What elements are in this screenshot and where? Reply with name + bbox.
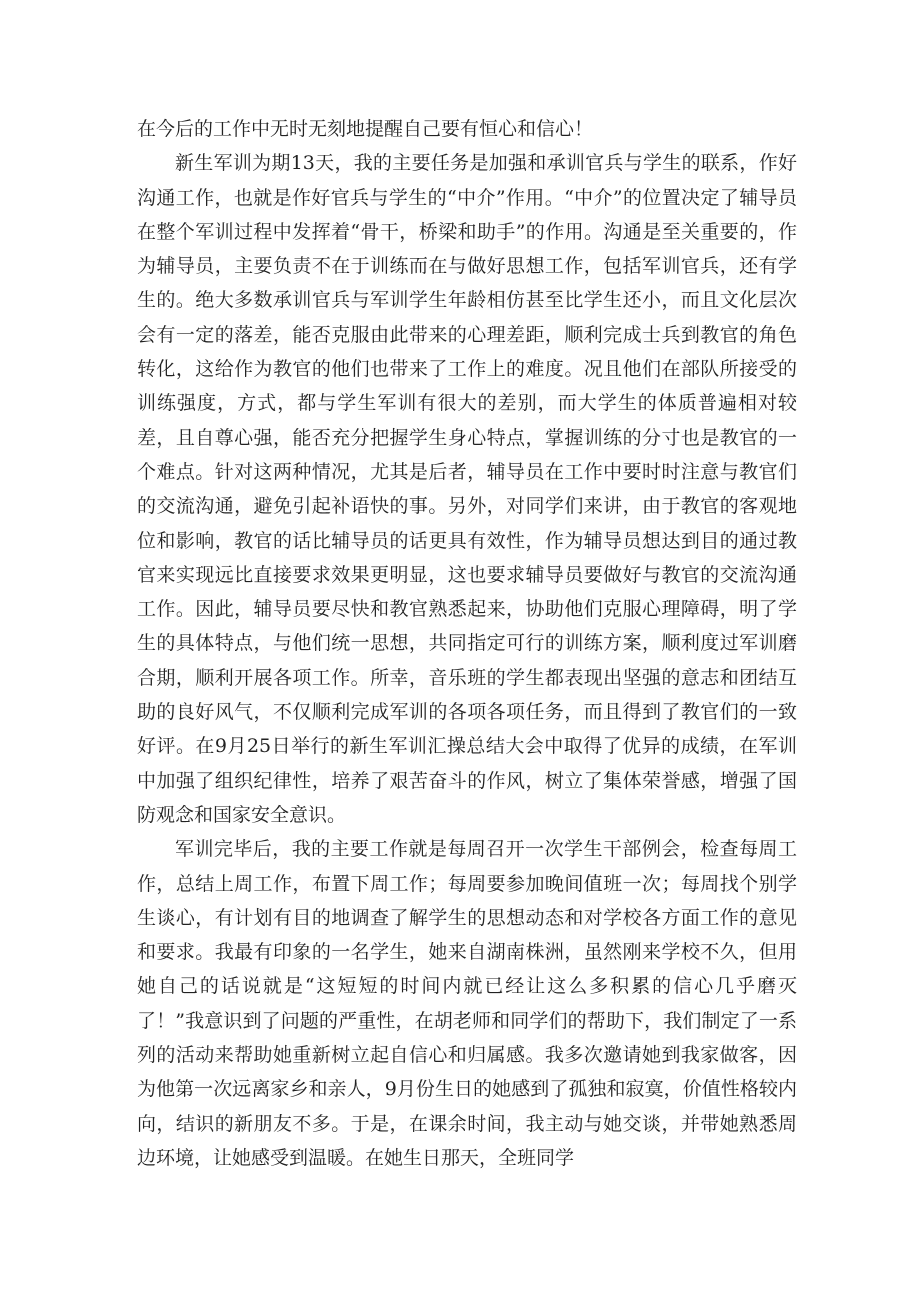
paragraph-military-training: 新生军训为期13天，我的主要任务是加强和承训官兵与学生的联系，作好沟通工作，也就是作好官兵与学生的“中介”作用。“中介”的位置决定了辅导员在整个军训过程中发挥着“骨干，桥梁和助手”的作用。沟通是至关重要的，作为辅导员，主要负责不在于训练而在与做好思想工作，包括军训官兵，还有学生的。绝大多数承训官兵与军训学生年龄相仿甚至比学生还小，而且文化层次会有一定的落差，能否克服由此带来的心理差距，顺利完成士兵到教官的角色转化，这给作为教官的他们也带来了工作上的难度。况且他们在部队所接受的训练强度，方式，都与学生军训有很大的差别，而大学生的体质普遍相对较差，且自尊心强，能否充分把握学生身心特点，掌握训练的分寸也是教官的一个难点。针对这两种情况，尤其是后者，辅导员在工作中要时时注意与教官们的交流沟通，避免引起补语快的事。另外，对同学们来讲，由于教官的客观地位和影响，教官的话比辅导员的话更具有效性，作为辅导员想达到目的通过教官来实现远比直接要求效果更明显，这也要求辅导员要做好与教官的交流沟通工作。因此，辅导员要尽快和教官熟悉起来，协助他们克服心理障碍，明了学生的具体特点，与他们统一思想，共同指定可行的训练方案，顺利度过军训磨合期，顺利开展各项工作。所幸，音乐班的学生都表现出坚强的意志和团结互助的良好风气，不仅顺利完成军训的各项各项任务，而且得到了教官们的一致好评。在9月25日举行的新生军训汇操总结大会中取得了优异的成绩，在军训中加强了组织纪律性，培养了艰苦奋斗的作风，树立了集体荣誉感，增强了国防观念和国家安全意识。 — [137, 152, 797, 826]
paragraph-continuation: 在今后的工作中无时无刻地提醒自己要有恒心和信心！ — [137, 118, 594, 140]
paragraph-after-training: 军训完毕后，我的主要工作就是每周召开一次学生干部例会，检查每周工作，总结上周工作，布置下周工作；每周要参加晚间值班一次；每周找个别学生谈心，有计划有目的地调查了解学生的思想动态和对学校各方面工作的意见和要求。我最有印象的一名学生，她来自湖南株洲，虽然刚来学校不久，但用她自己的话说就是“这短短的时间内就已经让这么多积累的信心几乎磨灭了！”我意识到了问题的严重性，在胡老师和同学们的帮助下，我们制定了一系列的活动来帮助她重新树立起自信心和归属感。我多次邀请她到我家做客，因为他第一次远离家乡和亲人，9月份生日的她感到了孤独和寂寞，价值性格较内向，结识的新朋友不多。于是，在课余时间，我主动与她交谈，并带她熟悉周边环境，让她感受到温暖。在她生日那天，全班同学 — [137, 838, 797, 1169]
document-body — [137, 112, 797, 1175]
